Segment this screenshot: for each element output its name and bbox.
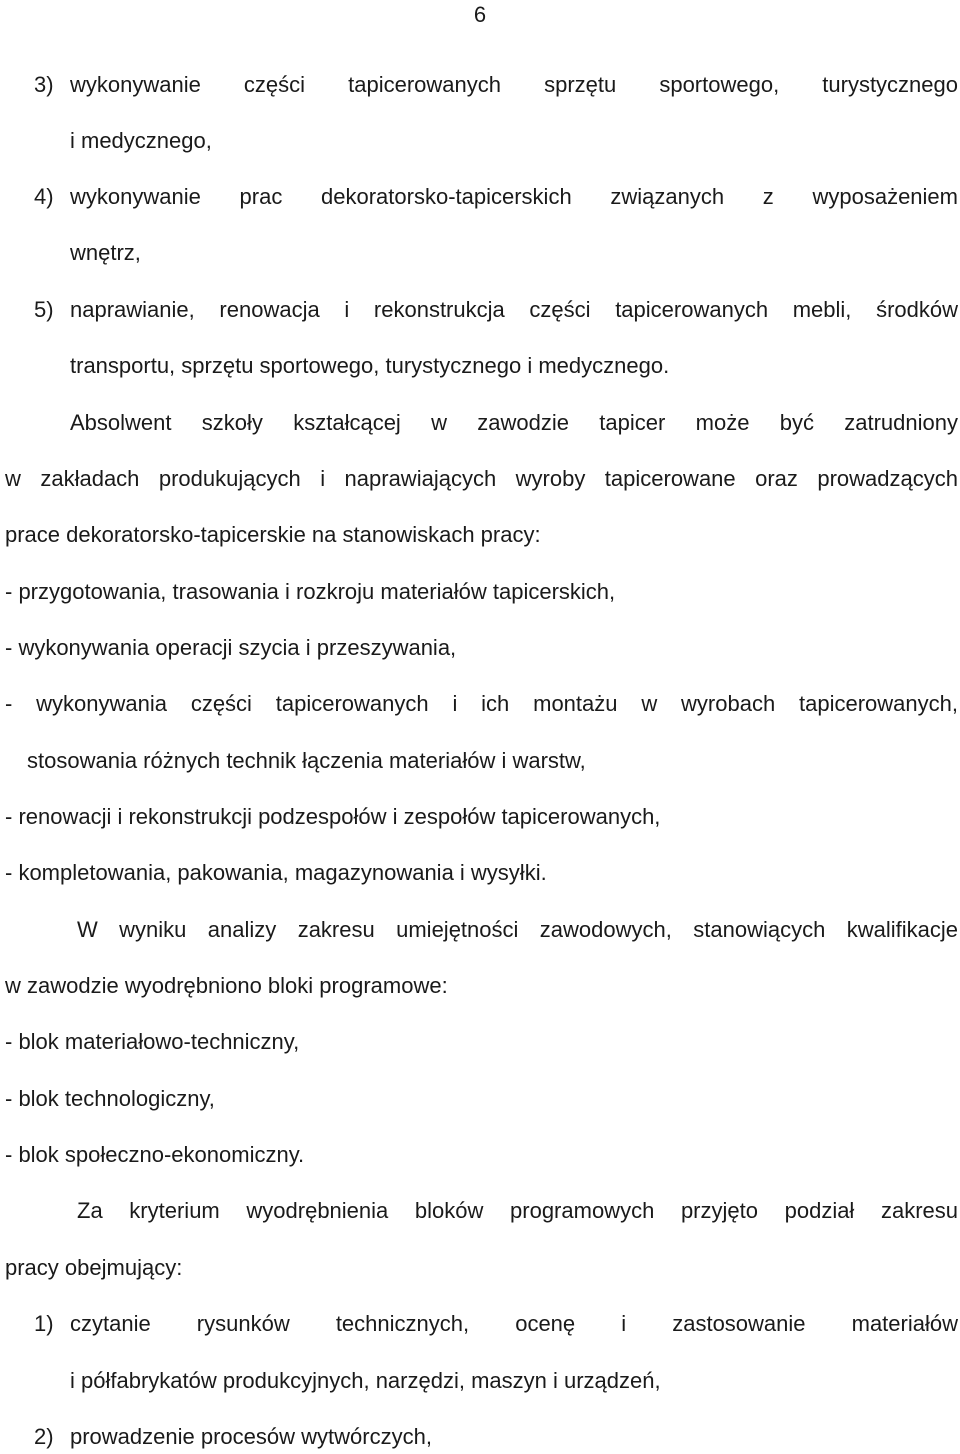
list-item-number: 4) bbox=[34, 184, 54, 209]
list-item-line: i medycznego, bbox=[70, 128, 212, 153]
list-item: - renowacji i rekonstrukcji podzespołów i zespołów tapicerowanych, bbox=[5, 804, 661, 829]
list-item: - kompletowania, pakowania, magazynowania i wysyłki. bbox=[5, 860, 547, 885]
paragraph-line: w zawodzie wyodrębniono bloki programowe: bbox=[5, 973, 448, 998]
list-item-line: naprawianie, renowacja i rekonstrukcja części tapicerowanych mebli, środków bbox=[70, 297, 958, 322]
list-item-number: 3) bbox=[34, 72, 54, 97]
paragraph-line: w zakładach produkujących i naprawiających wyroby tapicerowane oraz prowadzących bbox=[5, 466, 958, 491]
list-item: - blok społeczno-ekonomiczny. bbox=[5, 1142, 305, 1167]
page-number: 6 bbox=[473, 2, 487, 27]
list-item-number: 5) bbox=[34, 297, 54, 322]
paragraph-line: Absolwent szkoły kształcącej w zawodzie tapicer może być zatrudniony bbox=[70, 410, 958, 435]
list-item: - blok materiałowo-techniczny, bbox=[5, 1029, 300, 1054]
paragraph-line: W wyniku analizy zakresu umiejętności zawodowych, stanowiących kwalifikacje bbox=[77, 917, 958, 942]
list-item: - wykonywania operacji szycia i przeszywania, bbox=[5, 635, 457, 660]
list-item-line: wnętrz, bbox=[70, 240, 141, 265]
paragraph-line: Za kryterium wyodrębnienia bloków programowych przyjęto podział zakresu bbox=[77, 1198, 958, 1223]
list-item-number: 1) bbox=[34, 1311, 54, 1336]
list-item-line: transportu, sprzętu sportowego, turystycznego i medycznego. bbox=[70, 353, 670, 378]
list-item-line: i półfabrykatów produkcyjnych, narzędzi, maszyn i urządzeń, bbox=[70, 1368, 661, 1393]
list-item: - przygotowania, trasowania i rozkroju materiałów tapicerskich, bbox=[5, 579, 616, 604]
list-item-line: wykonywanie części tapicerowanych sprzętu sportowego, turystycznego bbox=[70, 72, 958, 97]
list-item: - blok technologiczny, bbox=[5, 1086, 215, 1111]
list-item-line: czytanie rysunków technicznych, ocenę i zastosowanie materiałów bbox=[70, 1311, 958, 1336]
list-item-line: wykonywanie prac dekoratorsko-tapicerskich związanych z wyposażeniem bbox=[70, 184, 958, 209]
list-item: - wykonywania części tapicerowanych i ich montażu w wyrobach tapicerowanych, bbox=[5, 691, 958, 716]
paragraph-line: pracy obejmujący: bbox=[5, 1255, 183, 1280]
list-item-continuation: stosowania różnych technik łączenia materiałów i warstw, bbox=[27, 748, 586, 773]
list-item-number: 2) bbox=[34, 1424, 54, 1449]
list-item-line: prowadzenie procesów wytwórczych, bbox=[70, 1424, 432, 1449]
paragraph-line: prace dekoratorsko-tapicerskie na stanowiskach pracy: bbox=[5, 522, 541, 547]
